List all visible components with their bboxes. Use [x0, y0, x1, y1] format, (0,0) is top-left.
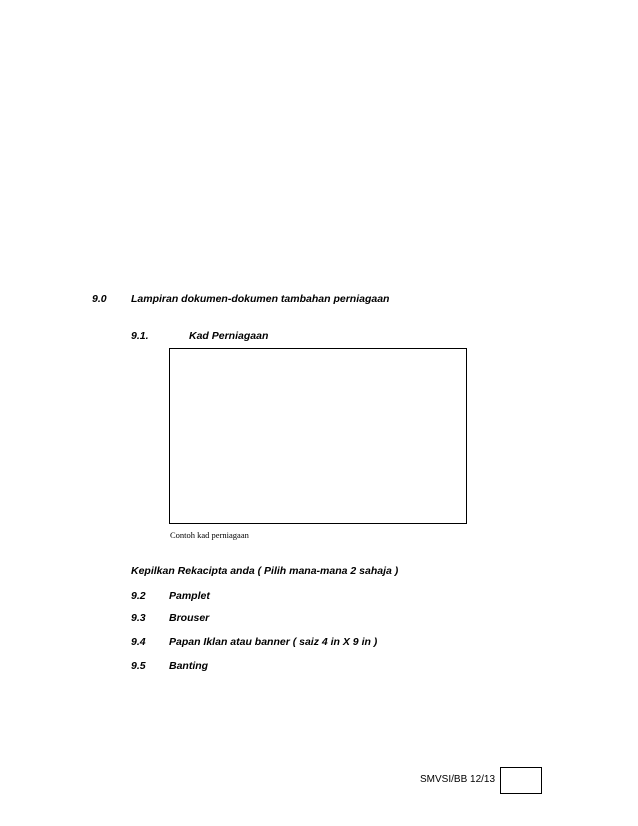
subsection-title: Kad Perniagaan [189, 330, 269, 342]
section-title: Lampiran dokumen-dokumen tambahan perniagaan [131, 293, 390, 305]
page-number-box [500, 767, 542, 794]
subsection-number: 9.1. [131, 330, 149, 342]
business-card-placeholder [169, 348, 467, 524]
item-label: Brouser [169, 612, 210, 624]
section-number: 9.0 [92, 293, 107, 305]
item-number: 9.2 [131, 590, 146, 602]
card-caption: Contoh kad perniagaan [170, 530, 249, 540]
item-number: 9.3 [131, 612, 146, 624]
item-label: Papan Iklan atau banner ( saiz 4 in X 9 in ) [169, 636, 378, 648]
item-number: 9.4 [131, 636, 146, 648]
item-number: 9.5 [131, 660, 146, 672]
instruction-text: Kepilkan Rekacipta anda ( Pilih mana-mana 2 sahaja ) [131, 565, 399, 577]
item-label: Pamplet [169, 590, 210, 602]
footer-code: SMVSI/BB 12/13 [420, 774, 496, 785]
item-label: Banting [169, 660, 209, 672]
